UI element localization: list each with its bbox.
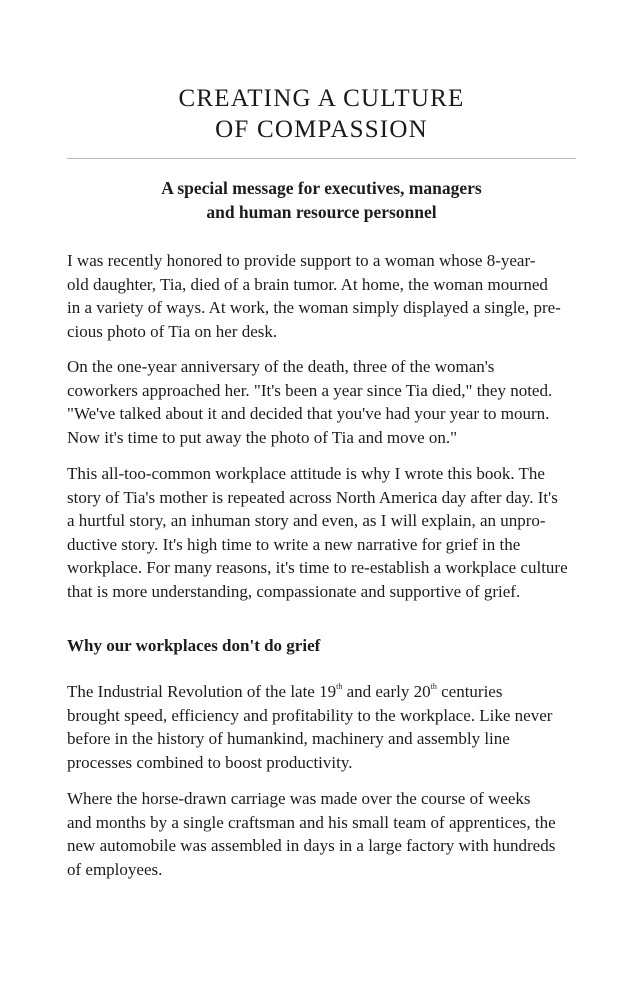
- text-line: workplace. For many reasons, it's time to re-establish a workplace culture: [67, 558, 568, 577]
- title-divider: [67, 158, 576, 159]
- text-segment: The Industrial Revolution of the late 19: [67, 682, 337, 701]
- superscript: th: [336, 682, 343, 692]
- text-line: [67, 680, 582, 704]
- subtitle-line-2: and human resource personnel: [206, 202, 437, 222]
- section-heading: Why our workplaces don't do grief: [67, 636, 321, 655]
- text-line: old daughter, Tia, died of a brain tumor. At home, the woman mourned: [67, 274, 548, 294]
- text-line: and months by a single craftsman and his small team of apprentices, the: [67, 812, 556, 832]
- text-line: in a variety of ways. At work, the woman simply displayed a single, pre-: [67, 298, 561, 317]
- superscript: th: [430, 682, 437, 692]
- paragraph-tia-support: [67, 249, 582, 343]
- text-line: of employees.: [67, 859, 163, 879]
- text-line: coworkers approached her. "It's been a year since Tia died," they noted.: [67, 380, 553, 400]
- text-line: Where the horse-drawn carriage was made over the course of weeks: [67, 789, 531, 808]
- text-line: Now it's time to put away the photo of Tia and move on.": [67, 427, 458, 447]
- text-line: On the one-year anniversary of the death, three of the woman's: [67, 357, 495, 376]
- text-line: I was recently honored to provide support to a woman whose 8-year-: [67, 251, 536, 270]
- text-line: This all-too-common workplace attitude is why I wrote this book. The: [67, 464, 545, 483]
- text-line: cious photo of Tia on her desk.: [67, 321, 278, 341]
- paragraph-workplace-attitude: [67, 462, 582, 603]
- text-line: story of Tia's mother is repeated across North America day after day. It's: [67, 487, 558, 507]
- paragraph-anniversary: [67, 355, 582, 449]
- chapter-title-line-2: OF COMPASSION: [215, 116, 428, 143]
- text-line: ductive story. It's high time to write a new narrative for grief in the: [67, 534, 521, 554]
- chapter-title-line-1: CREATING A CULTURE: [178, 85, 465, 112]
- text-line: that is more understanding, compassionate and supportive of grief.: [67, 581, 521, 601]
- text-segment: centuries: [436, 682, 503, 701]
- text-line: before in the history of humankind, machinery and assembly line: [67, 729, 510, 748]
- text-line: new automobile was assembled in days in a large factory with hundreds: [67, 836, 556, 855]
- text-line: brought speed, efficiency and profitability to the workplace. Like never: [67, 705, 553, 725]
- text-line: a hurtful story, an inhuman story and even, as I will explain, an unpro-: [67, 511, 546, 530]
- text-segment: and early 20: [342, 682, 431, 701]
- paragraph-horse-drawn-carriage: [67, 787, 582, 881]
- subtitle-line-1: A special message for executives, managers: [161, 178, 482, 198]
- paragraph-industrial-revolution: [67, 680, 582, 774]
- text-line: processes combined to boost productivity.: [67, 752, 353, 772]
- text-line: "We've talked about it and decided that you've had your year to mourn.: [67, 404, 550, 423]
